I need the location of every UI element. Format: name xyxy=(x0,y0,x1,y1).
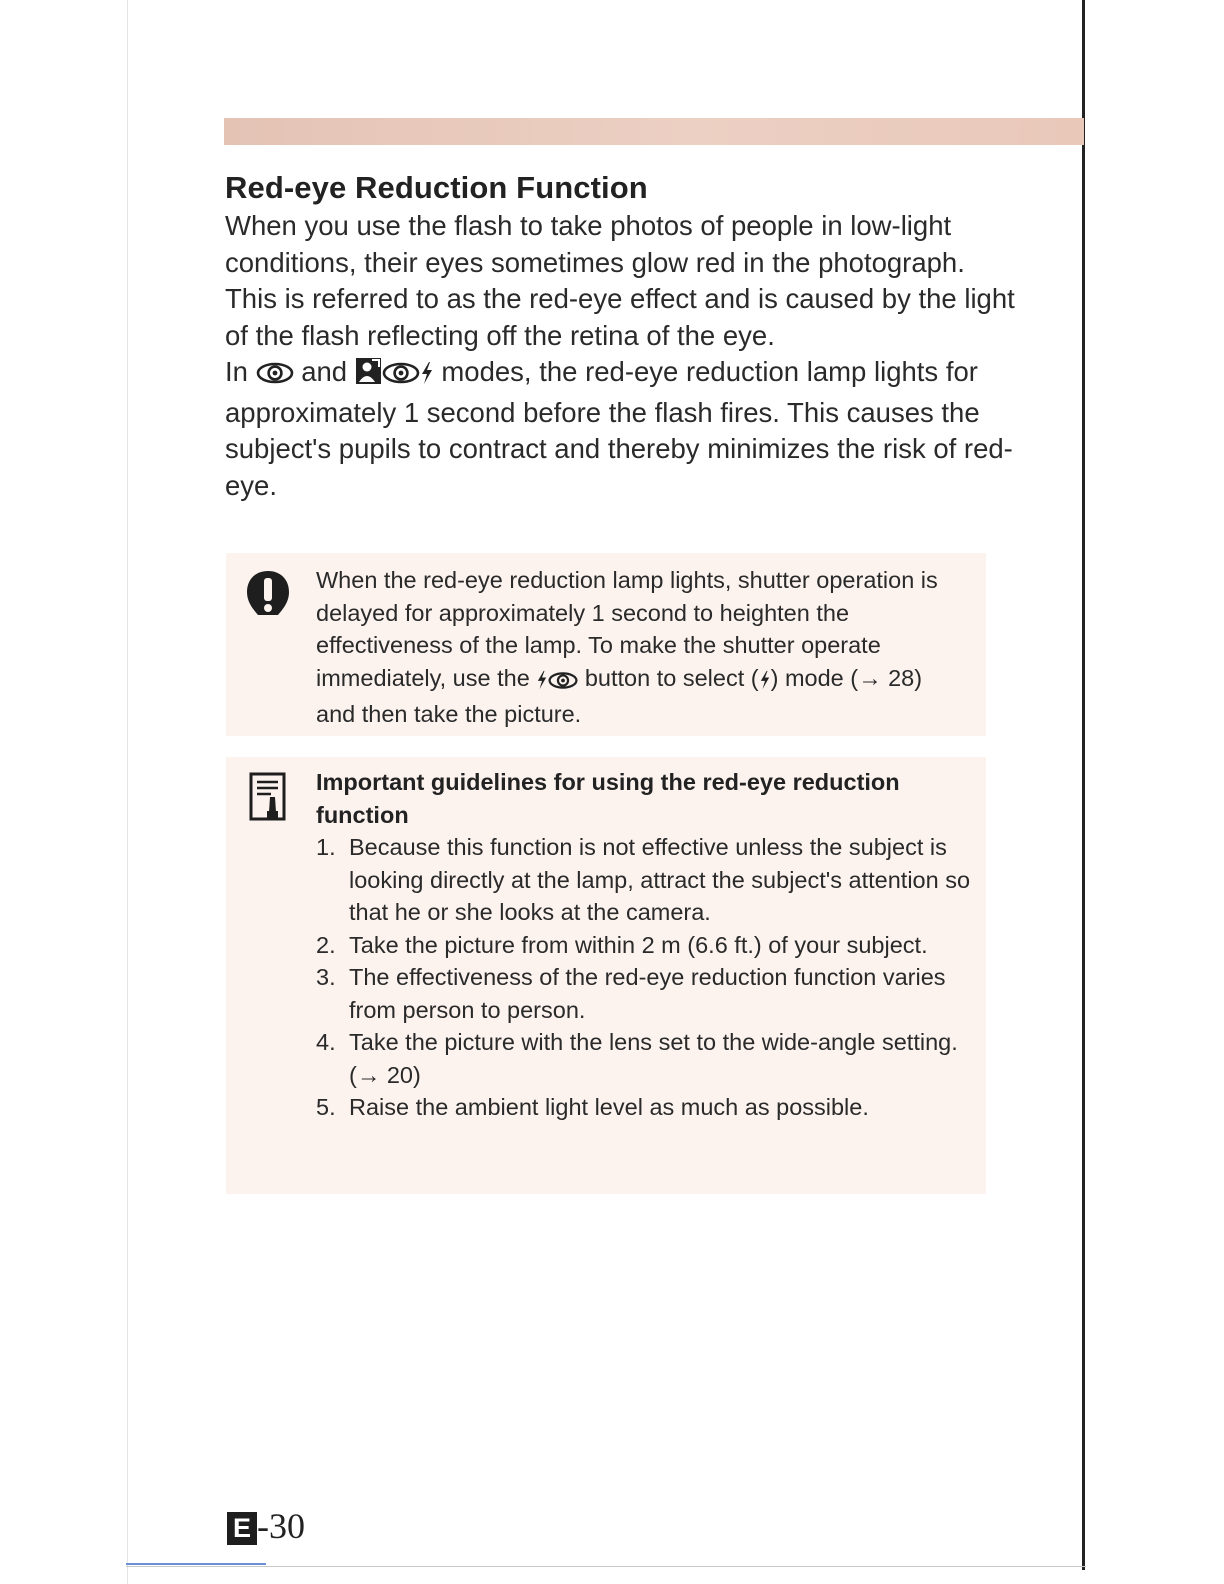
list-item-text: Take the picture from within 2 m (6.6 ft.) of your subject. xyxy=(349,931,928,958)
guidelines-box xyxy=(226,757,986,1194)
list-item-text: The effectiveness of the red-eye reduction function varies from person to person. xyxy=(349,964,946,1023)
page-number-value: -30 xyxy=(257,1506,305,1546)
list-item-text: Raise the ambient light level as much as possible. xyxy=(349,1094,869,1120)
list-item xyxy=(316,1091,976,1124)
flash-icon xyxy=(536,666,548,699)
page-edge-right xyxy=(1082,0,1085,1570)
list-item xyxy=(316,929,976,962)
list-item-number: 4. xyxy=(316,1029,336,1055)
modes-text-and: and xyxy=(301,356,348,387)
guidelines-list xyxy=(316,831,976,1124)
caution-text-a: When the red-eye reduction lamp lights, shutter operation is delayed for approximately 1 second to heighten the effectiveness of the lamp. To make the shutter operate immediately, use the xyxy=(316,567,938,691)
red-eye-icon xyxy=(382,358,420,395)
modes-paragraph xyxy=(225,354,1015,504)
section-body xyxy=(225,208,1015,504)
list-item-text: Take the picture with the lens set to the wide-angle setting. (→ 20) xyxy=(349,1029,958,1088)
page-number xyxy=(227,1505,305,1547)
language-badge: E xyxy=(227,1512,257,1545)
flash-icon xyxy=(420,358,434,395)
portrait-mode-icon xyxy=(355,357,382,395)
red-eye-icon xyxy=(256,358,294,395)
intro-paragraph: When you use the flash to take photos of people in low-light conditions, their eyes sometimes glow red in the photograph. This is referred to as the red-eye effect and is caused by the light of the flash reflecting off the retina of the eye. xyxy=(225,210,1015,351)
list-item-number: 3. xyxy=(316,964,336,990)
list-item xyxy=(316,1026,976,1091)
caution-text-c: ) mode (→ 28) and then take the picture. xyxy=(316,664,923,727)
caution-text xyxy=(316,564,966,731)
list-item-text: Because this function is not effective unless the subject is looking directly at the lamp, attract the subject's attention so that he or she looks at the camera. xyxy=(349,834,971,925)
flash-icon xyxy=(759,666,771,699)
list-item xyxy=(316,831,976,929)
page-edge-left xyxy=(127,0,128,1584)
caution-text-b: button to select ( xyxy=(584,664,759,691)
caution-icon xyxy=(245,569,291,622)
memo-icon xyxy=(249,772,287,827)
list-item-number: 2. xyxy=(316,931,336,958)
guidelines-title: Important guidelines for using the red-eye reduction function xyxy=(316,769,900,828)
page-edge-bottom xyxy=(126,1566,1086,1567)
modes-text-in: In xyxy=(225,356,248,387)
section-title: Red-eye Reduction Function xyxy=(225,170,648,205)
list-item-number: 5. xyxy=(316,1094,336,1120)
section-header-band xyxy=(224,118,1084,145)
red-eye-icon xyxy=(548,666,578,699)
list-item xyxy=(316,961,976,1026)
list-item-number: 1. xyxy=(316,834,336,860)
page-edge-bottom-accent xyxy=(126,1563,266,1565)
modes-text-rest: modes, the red-eye reduction lamp lights for approximately 1 second before the flash fires. This causes the subject's pupils to contract and thereby minimizes the risk of red-eye. xyxy=(225,356,1013,501)
caution-box xyxy=(226,553,986,736)
